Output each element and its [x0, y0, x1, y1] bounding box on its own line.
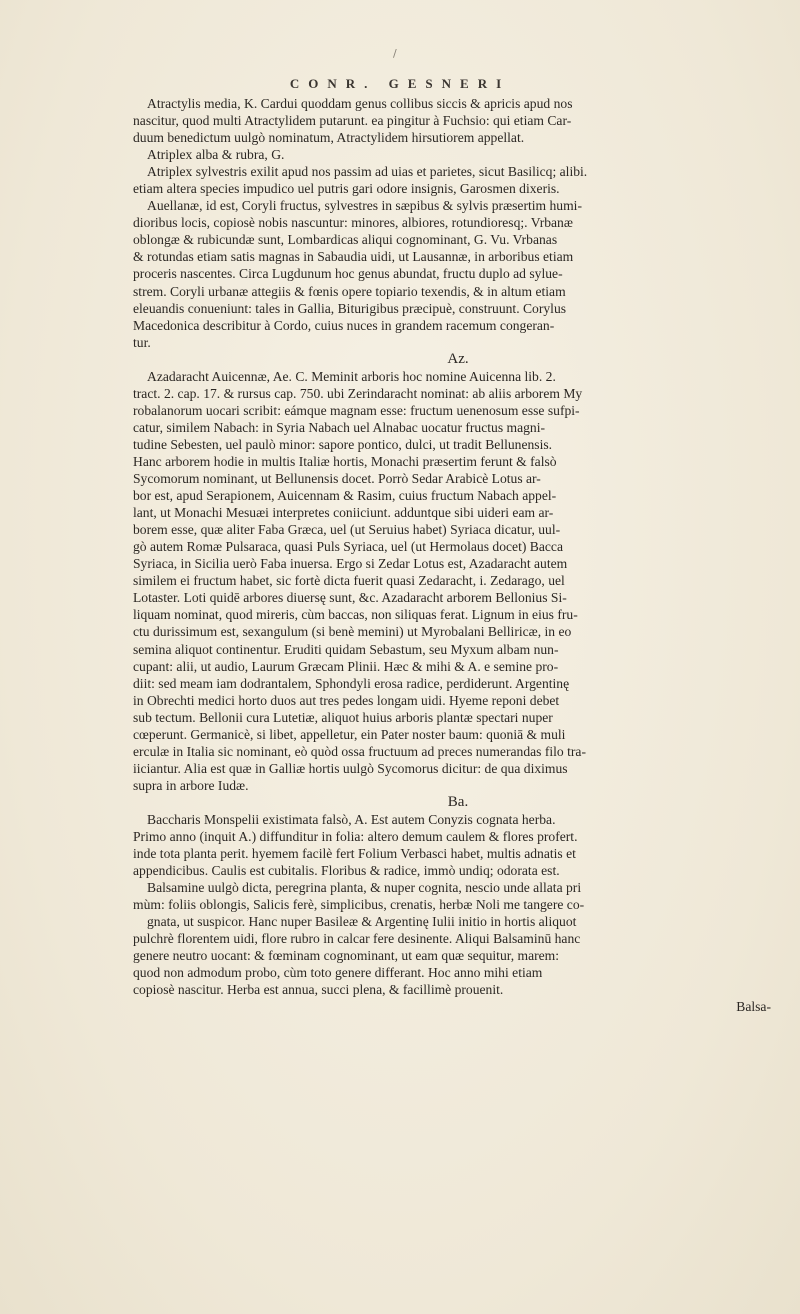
text-line: tract. 2. cap. 17. & rursus cap. 750. ubi Zerindaracht nominat: ab aliis arborem My	[133, 385, 583, 401]
text-line: Sycomorum nominant, ut Bellunensis docet. Porrò Sedar Arabicè Lotus ar-	[133, 471, 541, 487]
text-line: Macedonica describitur à Cordo, cuius nuces in grandem racemum congeran-	[133, 317, 555, 333]
text-line: Azadaracht Auicennæ, Ae. C. Meminit arboris hoc nomine Auicenna lib. 2.	[147, 368, 556, 384]
text-line: catur, similem Nabach: in Syria Nabach uel Alnabac uocatur fructus magni-	[133, 419, 546, 435]
text-line: Atriplex sylvestris exilit apud nos passim ad uias et parietes, sicut Basilicq; alibi.	[147, 164, 588, 180]
text-line: duum benedictum uulgò nominatum, Atractylidem hirsutiorem appellat.	[133, 130, 525, 146]
text-line: cœperunt. Germanicè, si libet, appelletur, ein Pater noster baum: quoniā & muli	[133, 726, 566, 742]
text-line: ctu durissimum est, sexangulum (si benè memini) ut Myrobalani Belliricæ, in eo	[133, 624, 572, 640]
text-line: gò autem Romæ Pulsaraca, quasi Puls Syriaca, uel (ut Hermolaus docet) Bacca	[133, 539, 563, 555]
text-line: strem. Coryli urbanæ attegiis & fœnis opere topiario texendis, & in altum etiam	[133, 283, 566, 299]
text-line: gnata, ut suspicor. Hanc nuper Basileæ & Argentinę Iulii initio in hortis aliquot	[147, 914, 577, 930]
text-line: Lotaster. Loti quidē arbores diuersę sunt, &c. Azadaracht arborem Bellonius Si-	[133, 590, 567, 606]
text-line: etiam altera species impudico uel putris gari odore insignis, Garosmen dixeris.	[133, 181, 560, 197]
text-line: sub tectum. Bellonii cura Lutetiæ, aliquot huius arboris plantæ spectari nuper	[133, 709, 553, 725]
text-line: appendicibus. Caulis est cubitalis. Floribus & radice, immò undiq; odorata est.	[133, 863, 560, 879]
text-line: genere neutro uocant: & fœminam cognominant, ut eam quæ sequitur, marem:	[133, 948, 560, 964]
text-line: erculæ in Italia sic nominant, eò quòd ossa fructuum ad preces numerandas filo tra-	[133, 743, 586, 759]
text-line: diit: sed meam iam dodrantalem, Sphondyli erosa radice, perdiderunt. Argentinę	[133, 675, 570, 691]
text-line: semina aliquot continentur. Eruditi quidam Sebastum, seu Myxum albam nun-	[133, 641, 559, 657]
text-line: robalanorum uocari scribit: eámque magnam esse: fructum uenenosum esse sufpi-	[133, 402, 580, 418]
text-line: tudine Sebesten, uel paulò minor: sapore pontico, dulci, ut tradit Bellunensis.	[133, 436, 553, 452]
text-line: Syriaca, in Sicilia uerò Faba inuersa. Ergo si Zedar Lotus est, Azadaracht autem	[133, 556, 568, 572]
text-line: eleuandis conueniunt: tales in Gallia, Biturigibus præcipuè, construunt. Corylus	[133, 300, 567, 316]
text-line: Auellanæ, id est, Coryli fructus, sylvestres in sæpibus & sylvis præsertim humi-	[147, 198, 582, 214]
text-line: dioribus locis, copiosè nobis nascuntur: minores, albiores, rotundioresq;. Vrbanæ	[133, 215, 573, 231]
text-line: tur.	[133, 334, 151, 350]
section-heading: Ba.	[447, 793, 469, 810]
text-line: oblongæ & rubicundæ sunt, Lombardicas aliqui cognominant, G. Vu. Vrbanas	[133, 232, 558, 248]
text-line: Baccharis Monspelii existimata falsò, A. Est autem Conyzis cognata herba.	[147, 811, 556, 827]
margin-mark: /	[393, 47, 397, 60]
text-line: supra in arbore Iudæ.	[133, 777, 249, 793]
text-line: Atriplex alba & rubra, G.	[147, 147, 285, 163]
text-line: iiciantur. Alia est quæ in Galliæ hortis uulgò Sycomorus dicitur: de qua diximus	[133, 760, 568, 776]
text-line: Atractylis media, K. Cardui quoddam genus collibus siccis & apricis apud nos	[147, 96, 573, 111]
text-line: liquam nominat, quod mireris, cùm baccas, non siliquas ferat. Lignum in eius fru-	[133, 607, 578, 623]
text-line: similem ei fructum habet, sic fortè dicta fuerit quasi Zedaracht, i. Zedarago, uel	[133, 573, 565, 589]
text-line: in Obrechti medici horto duos aut tres pedes longam uidi. Hyeme reponi debet	[133, 692, 560, 708]
text-line: Primo anno (inquit A.) diffunditur in folia: altero demum caulem & flores profert.	[133, 829, 578, 845]
text-line: Hanc arborem hodie in multis Italiæ hortis, Monachi præsertim ferunt & falsò	[133, 453, 557, 469]
text-line: lant, ut Monachi Mesuæi interpretes coniiciunt. adduntque sibi uideri eam ar-	[133, 505, 554, 521]
text-line: mùm: foliis oblongis, Salicis ferè, simplicibus, crenatis, herbæ Noli me tangere co-	[133, 897, 585, 913]
catchword: Balsa-	[736, 999, 771, 1015]
text-line: borem esse, quæ aliter Faba Græca, uel (ut Seruius habet) Syriaca dicatur, uul-	[133, 522, 561, 538]
body-text	[133, 95, 783, 1016]
text-line: copiosè nascitur. Herba est annua, succi plena, & facillimè prouenit.	[133, 982, 504, 998]
text-line: quod non admodum probo, cùm toto genere differant. Hoc anno mihi etiam	[133, 965, 543, 981]
text-line: cupant: alii, ut audio, Laurum Græcam Plinii. Hæc & mihi & A. e semine pro-	[133, 658, 559, 674]
text-line: & rotundas etiam satis magnas in Sabaudia uidi, ut Lausannæ, in arboribus etiam	[133, 249, 574, 265]
text-line: inde tota planta perit. hyemem facilè fert Folium Verbasci habet, multis adnatis et	[133, 846, 576, 862]
running-head: CONR. GESNERI	[289, 76, 511, 91]
text-line: nascitur, quod multi Atractylidem putarunt. ea pingitur à Fuchsio: qui etiam Car-	[133, 113, 572, 129]
text-line: pulchrè florentem uidi, flore rubro in calcar fere desinente. Aliqui Balsaminū hanc	[133, 931, 581, 947]
text-line: Balsamine uulgò dicta, peregrina planta, & nuper cognita, nescio unde allata pri	[147, 880, 582, 896]
section-heading: Az.	[447, 350, 469, 367]
text-line: proceris nascentes. Circa Lugdunum hoc genus abundat, fructu duplo ad sylue-	[133, 266, 563, 282]
text-line: bor est, apud Serapionem, Auicennam & Rasim, cuius fructum Nabach appel-	[133, 488, 557, 504]
